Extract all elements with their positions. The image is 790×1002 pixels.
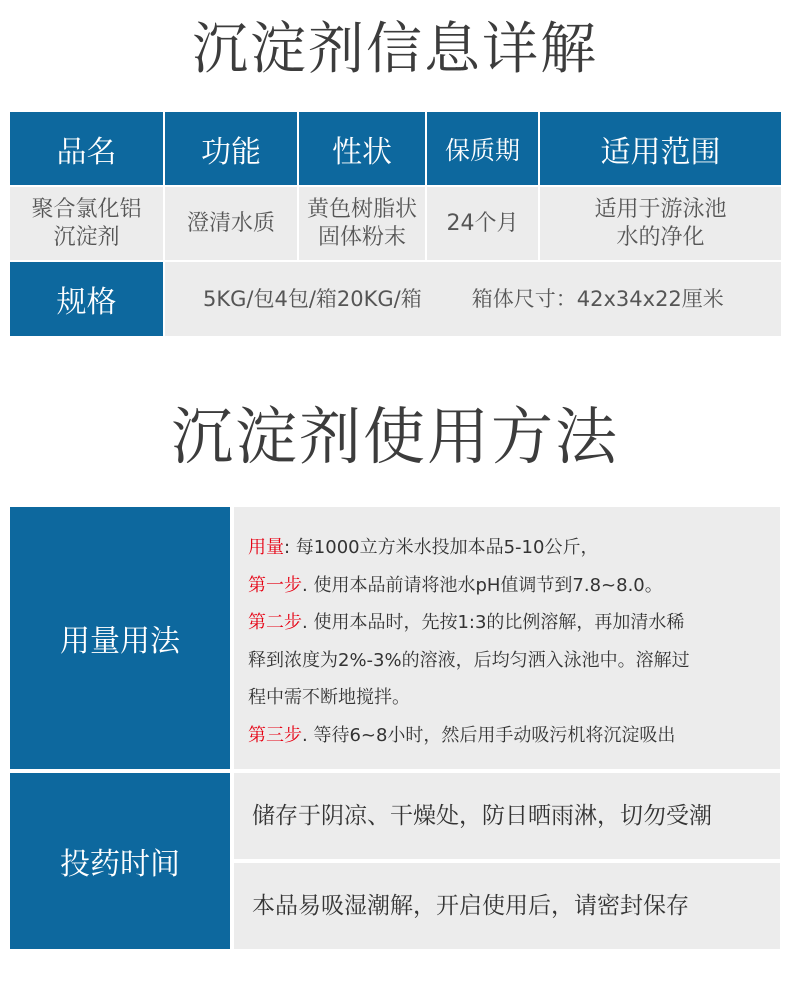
cell-shelf-life: 24个月	[427, 187, 538, 260]
storage-note-2: 本品易吸湿潮解，开启使用后，请密封保存	[234, 863, 780, 949]
step1-key: 第一步	[248, 574, 302, 596]
usage-instructions	[234, 507, 780, 769]
label-usage: 用量用法	[10, 507, 230, 769]
page-title-usage: 沉淀剂使用方法	[170, 400, 619, 473]
step1-text: . 使用本品前请将池水pH值调节到7.8~8.0。	[302, 574, 663, 596]
step2-line	[248, 604, 770, 642]
step2-key: 第二步	[248, 612, 302, 633]
spec-packing: 5KG/包4包/箱20KG/箱	[203, 287, 422, 311]
step2-line-b: 释到浓度为2%-3%的溶液，后均匀洒入泳池中。溶解过	[248, 649, 690, 671]
step1-line	[248, 567, 770, 605]
storage-note-1: 储存于阴凉、干燥处，防日晒雨淋，切勿受潮	[234, 773, 780, 859]
header-scope: 适用范围	[540, 112, 781, 185]
label-timing: 投药时间	[10, 773, 230, 949]
scope-line1: 适用于游泳池	[594, 196, 727, 222]
header-form: 性状	[299, 112, 425, 185]
step3-text: . 等待6~8小时，然后用手动吸污机将沉淀吸出	[302, 724, 676, 746]
cell-product-name	[10, 187, 163, 260]
header-product-name: 品名	[10, 112, 163, 185]
product-name-line1: 聚合氯化铝	[31, 196, 142, 222]
cell-scope	[540, 187, 781, 260]
cell-spec	[165, 262, 781, 336]
step3-line	[248, 717, 770, 755]
header-function: 功能	[165, 112, 297, 185]
cell-function: 澄清水质	[165, 187, 297, 260]
dose-key: 用量	[248, 537, 284, 558]
product-name-line2: 沉淀剂	[53, 224, 120, 250]
page-title-info: 沉淀剂信息详解	[192, 17, 598, 82]
label-spec: 规格	[10, 262, 163, 336]
cell-form	[299, 187, 425, 260]
spec-box-size: 箱体尺寸：42x34x22厘米	[471, 287, 724, 311]
step2-line-c: 程中需不断地搅拌。	[248, 687, 410, 708]
form-line2: 固体粉末	[317, 224, 406, 250]
step2-text-a: . 使用本品时，先按1:3的比例溶解，再加清水稀	[302, 612, 685, 633]
dose-text: : 每1000立方米水投加本品5-10公斤，	[284, 537, 599, 558]
header-shelf-life: 保质期	[427, 112, 538, 185]
dose-line	[248, 529, 770, 567]
form-line1: 黄色树脂状	[306, 196, 417, 222]
step3-key: 第三步	[248, 724, 302, 746]
scope-line2: 水的净化	[616, 224, 705, 250]
